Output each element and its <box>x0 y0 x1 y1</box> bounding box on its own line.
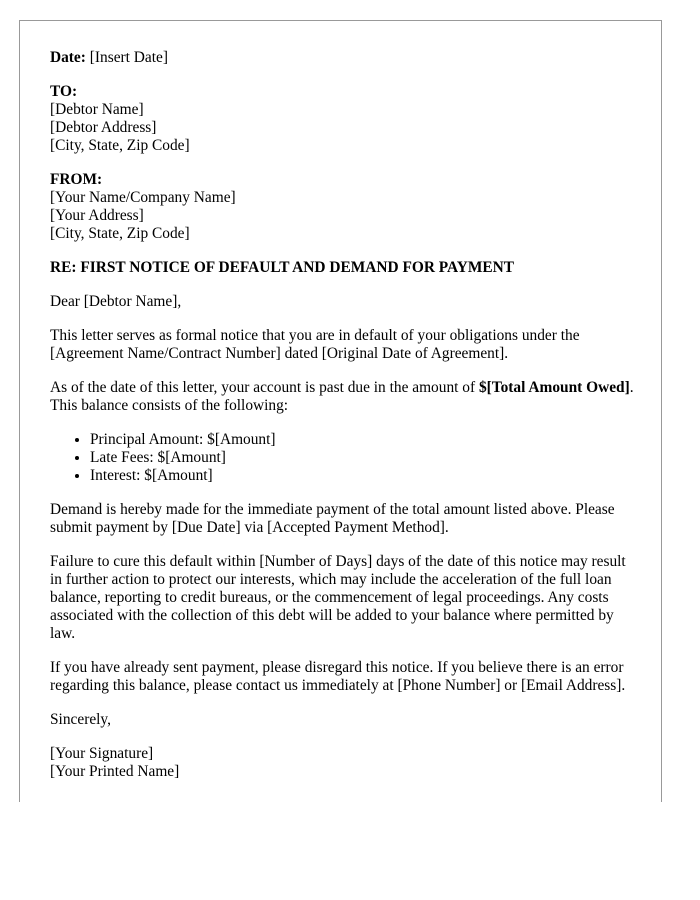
from-label: FROM: <box>50 171 103 188</box>
salutation: Dear [Debtor Name], <box>50 293 182 310</box>
to-block <box>50 83 635 155</box>
date-label: Date: <box>50 49 86 66</box>
to-line: [Debtor Address] <box>50 119 157 136</box>
subject-line: RE: FIRST NOTICE OF DEFAULT AND DEMAND FOR PAYMENT <box>50 259 515 276</box>
from-line: [Your Name/Company Name] <box>50 189 236 206</box>
signature-line: [Your Signature] <box>50 745 154 762</box>
from-block <box>50 171 635 243</box>
from-line: [City, State, Zip Code] <box>50 225 190 242</box>
total-amount: $[Total Amount Owed] <box>478 379 630 396</box>
letter-page <box>19 20 662 802</box>
letter-body <box>50 49 635 797</box>
paragraph-demand: Demand is hereby made for the immediate payment of the total amount listed above. Please submit payment by [Due Date] via [Accepted Payment Method]. <box>50 501 615 536</box>
list-item: • Late Fees: $[Amount] <box>90 449 635 467</box>
paragraph-consequences: Failure to cure this default within [Number of Days] days of the date of this notice may result in further action to protect our interests, which may include the acceleration of the full loan balance, reporting to credit bureaus, or the commencement of legal proceedings. Any costs associated with the collection of this debt will be added to your balance where permitted by law. <box>50 553 626 642</box>
list-item: • Interest: $[Amount] <box>90 467 635 485</box>
to-label: TO: <box>50 83 78 100</box>
amount-text-after: . This balance consists of the following: <box>50 379 634 414</box>
paragraph-disregard: If you have already sent payment, please disregard this notice. If you believe there is an error regarding this balance, please contact us immediately at [Phone Number] or [Email Address]. <box>50 659 626 694</box>
to-line: [City, State, Zip Code] <box>50 137 190 154</box>
to-line: [Debtor Name] <box>50 101 144 118</box>
paragraph-amount-due <box>50 379 635 415</box>
printed-name-line: [Your Printed Name] <box>50 763 180 780</box>
from-line: [Your Address] <box>50 207 144 224</box>
balance-breakdown-list <box>50 431 635 485</box>
list-item: • Principal Amount: $[Amount] <box>90 431 635 449</box>
date-value: [Insert Date] <box>89 49 168 66</box>
signature-block <box>50 745 635 781</box>
date-line <box>50 49 635 67</box>
closing: Sincerely, <box>50 711 111 728</box>
paragraph-default-notice: This letter serves as formal notice that you are in default of your obligations under the [Agreement Name/Contract Number] dated [Original Date of Agreement]. <box>50 327 580 362</box>
amount-text-before: As of the date of this letter, your account is past due in the amount of <box>50 379 479 396</box>
